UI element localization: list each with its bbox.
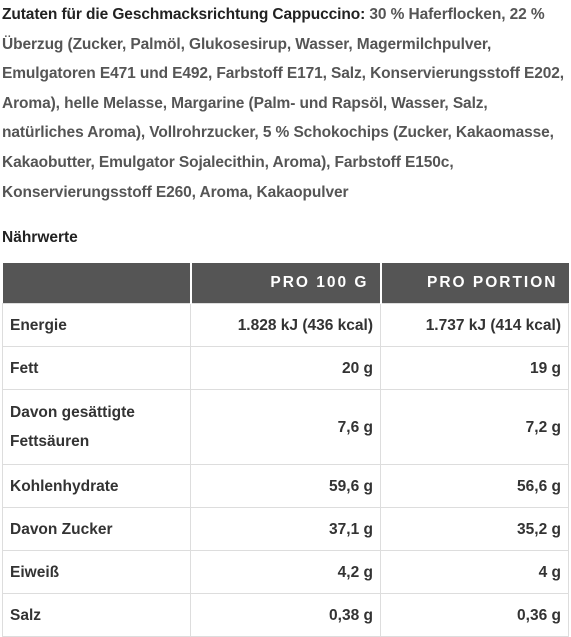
- nutrient-name: Energie: [3, 304, 191, 347]
- value-per-100g: 37,1 g: [191, 508, 381, 551]
- nutrition-table: [2, 263, 569, 637]
- nutrient-name: Eiweiß: [3, 551, 191, 594]
- nutrition-heading: Nährwerte: [2, 229, 78, 246]
- value-per-portion: 0,36 g: [381, 594, 569, 637]
- header-empty: [3, 263, 191, 304]
- table-header-row: [3, 263, 569, 304]
- value-per-100g: 0,38 g: [191, 594, 381, 637]
- table-row: [3, 508, 569, 551]
- table-row: [3, 551, 569, 594]
- value-per-portion: 35,2 g: [381, 508, 569, 551]
- table-row: [3, 347, 569, 390]
- value-per-portion: 7,2 g: [381, 390, 569, 465]
- nutrient-name: Kohlenhydrate: [3, 465, 191, 508]
- value-per-portion: 1.737 kJ (414 kcal): [381, 304, 569, 347]
- ingredients-label: Zutaten für die Geschmacksrichtung Cappuccino:: [2, 6, 366, 23]
- table-row: [3, 594, 569, 637]
- table-row: [3, 304, 569, 347]
- value-per-portion: 56,6 g: [381, 465, 569, 508]
- value-per-portion: 19 g: [381, 347, 569, 390]
- nutrient-name: Davon Zucker: [3, 508, 191, 551]
- value-per-100g: 4,2 g: [191, 551, 381, 594]
- header-per-100g: PRO 100 G: [191, 263, 381, 304]
- value-per-100g: 7,6 g: [191, 390, 381, 465]
- value-per-portion: 4 g: [381, 551, 569, 594]
- nutrient-name: Davon gesättigte Fettsäuren: [3, 390, 191, 465]
- value-per-100g: 1.828 kJ (436 kcal): [191, 304, 381, 347]
- nutrient-name: Fett: [3, 347, 191, 390]
- ingredients-list: 30 % Haferflocken, 22 % Überzug (Zucker, Palmöl, Glukosesirup, Wasser, Magermilchpulver, Emulgatoren E471 und E492, Farbstoff E171, Salz, Konservierungsstoff E202, Aroma), helle Melasse, Margarine (Palm- und Rapsöl, Wasser, Salz, natürliches Aroma), Vollrohrzucker, 5 % Schokochips (Zucker, Kakaomasse, Kakaobutter, Emulgator Sojalecithin, Aroma), Farbstoff E150c, Konservierungsstoff E260, Aroma, Kakaopulver: [2, 6, 564, 201]
- value-per-100g: 59,6 g: [191, 465, 381, 508]
- ingredients-text: [2, 0, 568, 207]
- value-per-100g: 20 g: [191, 347, 381, 390]
- header-per-portion: PRO PORTION: [381, 263, 569, 304]
- table-row: [3, 465, 569, 508]
- nutrient-name: Salz: [3, 594, 191, 637]
- table-row: [3, 390, 569, 465]
